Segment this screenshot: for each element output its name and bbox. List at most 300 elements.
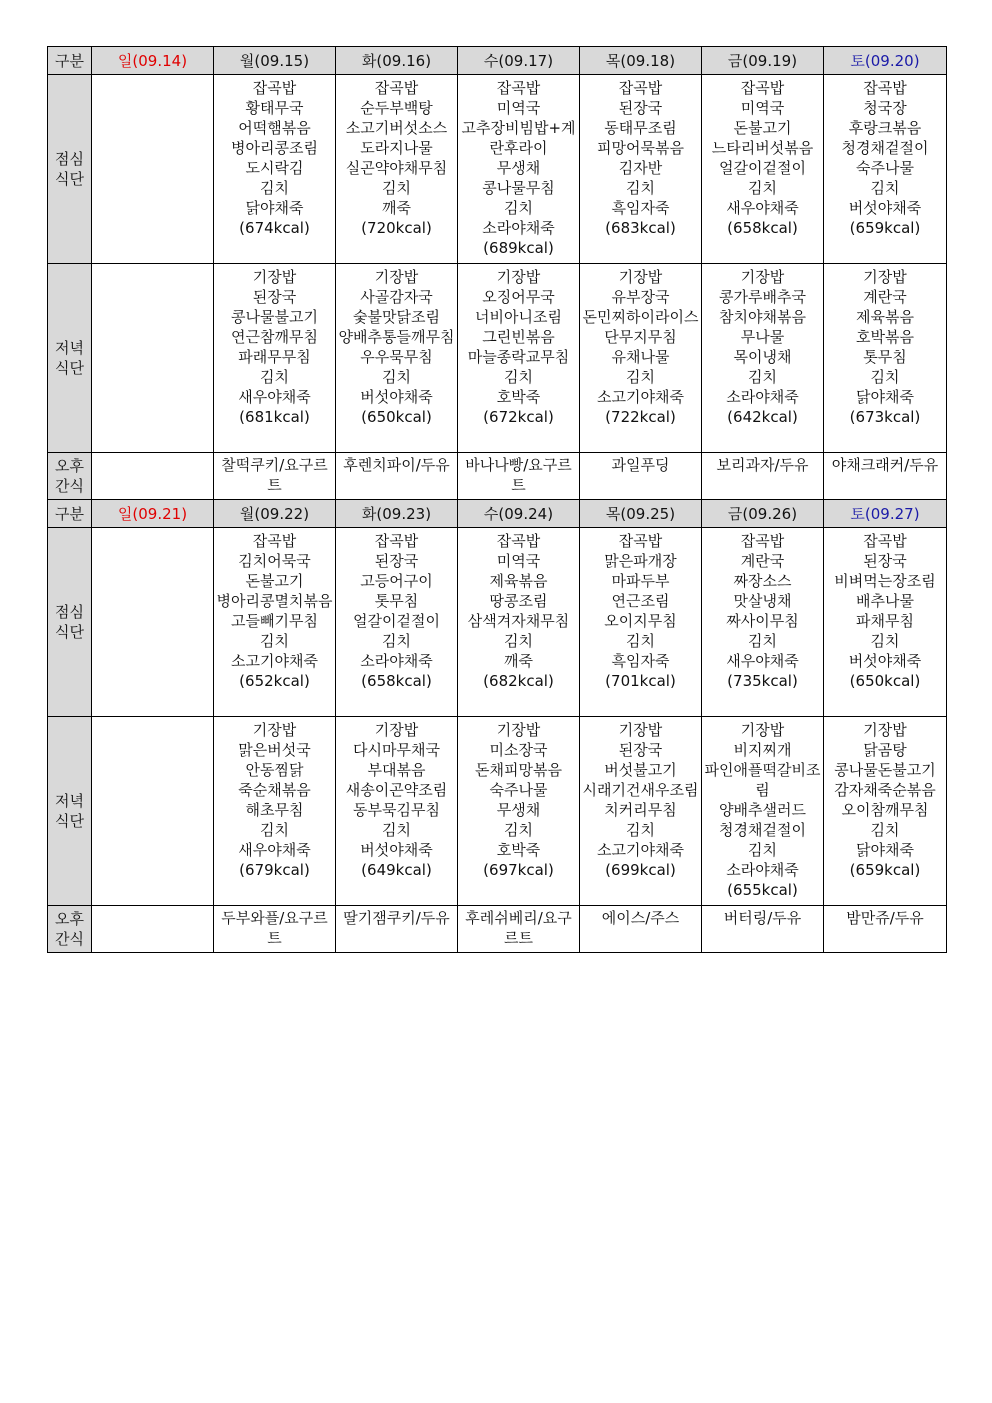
dinner-menu-cell bbox=[336, 264, 458, 453]
snack-cell bbox=[824, 906, 947, 953]
menu-item: 유채나물 bbox=[611, 348, 670, 366]
menu-item: 비지찌개 bbox=[733, 741, 792, 759]
snack-cell bbox=[336, 453, 458, 500]
menu-item: 버섯야채죽 bbox=[360, 841, 433, 859]
menu-item: 돈불고기 bbox=[733, 119, 792, 137]
menu-item: 버섯불고기 bbox=[604, 761, 677, 779]
menu-item: 잡곡밥 bbox=[252, 79, 297, 97]
lunch-menu-cell bbox=[336, 528, 458, 717]
menu-item: 피망어묵볶음 bbox=[597, 139, 684, 157]
menu-item: 기장밥 bbox=[863, 268, 907, 286]
menu-item: 무나물 bbox=[740, 328, 785, 346]
menu-item: 양배추샐러드 bbox=[719, 801, 806, 819]
menu-item: 파래무무침 bbox=[238, 348, 311, 366]
menu-item: 도라지나물 bbox=[360, 139, 433, 157]
menu-item: (701kcal) bbox=[605, 672, 676, 690]
menu-item: 기장밥 bbox=[618, 268, 663, 286]
dinner-label bbox=[48, 264, 92, 453]
menu-item: 짜장소스 bbox=[733, 572, 792, 590]
menu-item: 새우야채죽 bbox=[726, 652, 799, 670]
menu-item: 새우야채죽 bbox=[726, 199, 799, 217]
header-row bbox=[48, 47, 947, 75]
menu-item: 오이참깨무침 bbox=[841, 801, 929, 819]
menu-item: 안동찜닭 bbox=[245, 761, 304, 779]
day-header bbox=[214, 500, 336, 528]
menu-item: (681kcal) bbox=[239, 408, 310, 426]
menu-item: 연근참깨무침 bbox=[231, 328, 318, 346]
menu-item: 콩나물불고기 bbox=[231, 308, 318, 326]
menu-item: (650kcal) bbox=[361, 408, 432, 426]
menu-item: 청경채겉절이 bbox=[719, 821, 806, 839]
menu-item: 삼색겨자채무침 bbox=[467, 612, 570, 630]
dinner-menu-cell bbox=[702, 264, 824, 453]
menu-item: 돈민찌하이라이스 bbox=[582, 308, 699, 326]
snack-item: 딸기잼쿠키/두유 bbox=[343, 909, 450, 927]
menu-item: 제육볶음 bbox=[489, 572, 548, 590]
lunch-label bbox=[48, 75, 92, 264]
menu-item: 새우야채죽 bbox=[238, 841, 311, 859]
menu-item: 닭야채죽 bbox=[856, 841, 914, 859]
menu-item: 그린빈볶음 bbox=[482, 328, 555, 346]
snack-cell bbox=[824, 453, 947, 500]
menu-item: 깨죽 bbox=[504, 652, 533, 670]
menu-item: 땅콩조림 bbox=[489, 592, 548, 610]
menu-item: 호박죽 bbox=[496, 388, 541, 406]
lunch-label bbox=[48, 528, 92, 717]
dinner-menu-cell bbox=[214, 717, 336, 906]
snack-item: 보리과자/두유 bbox=[716, 456, 809, 474]
dinner-menu-cell bbox=[824, 264, 947, 453]
menu-item: 배추나물 bbox=[856, 592, 914, 610]
day-header-label: 목(09.25) bbox=[605, 504, 676, 523]
menu-item: 소라야채죽 bbox=[726, 388, 799, 406]
menu-item: 기장밥 bbox=[740, 268, 785, 286]
snack-cell bbox=[458, 453, 580, 500]
dinner-menu-cell bbox=[214, 264, 336, 453]
dinner-menu-cell bbox=[580, 717, 702, 906]
menu-item: 파채무침 bbox=[856, 612, 914, 630]
snack-item: 두부와플/요구르트 bbox=[221, 909, 328, 947]
menu-item: 김치 bbox=[260, 821, 289, 839]
menu-item: 도시락김 bbox=[245, 159, 304, 177]
category-header-label: 구분 bbox=[55, 504, 84, 523]
lunch-menu-cell bbox=[824, 75, 947, 264]
menu-item: 소고기야채죽 bbox=[231, 652, 318, 670]
menu-item: 된장국 bbox=[252, 288, 297, 306]
menu-item: 된장국 bbox=[618, 741, 663, 759]
menu-item: 마늘종락교무침 bbox=[467, 348, 570, 366]
lunch-row bbox=[48, 528, 947, 717]
menu-item: (650kcal) bbox=[849, 672, 921, 690]
menu-item: 기장밥 bbox=[863, 721, 907, 739]
menu-item: 호박볶음 bbox=[856, 328, 914, 346]
menu-item: 김치 bbox=[382, 179, 411, 197]
snack-item: 과일푸딩 bbox=[611, 456, 670, 474]
day-header-label: 수(09.24) bbox=[483, 504, 554, 523]
menu-item: 청경채겉절이 bbox=[841, 139, 929, 157]
menu-item: 돈채피망볶음 bbox=[475, 761, 562, 779]
menu-item: (658kcal) bbox=[727, 219, 798, 237]
menu-item: 맑은버섯국 bbox=[238, 741, 311, 759]
menu-item: 계란국 bbox=[740, 552, 785, 570]
menu-item: 숯불맛닭조림 bbox=[353, 308, 440, 326]
menu-item: 사골감자국 bbox=[360, 288, 433, 306]
day-header bbox=[458, 500, 580, 528]
lunch-menu-cell bbox=[824, 528, 947, 717]
menu-item: 돈불고기 bbox=[245, 572, 304, 590]
menu-item: 흑임자죽 bbox=[611, 199, 670, 217]
menu-item: (672kcal) bbox=[483, 408, 554, 426]
lunch-menu-cell bbox=[92, 528, 214, 717]
menu-item: 김치 bbox=[260, 632, 289, 650]
menu-item: 오징어무국 bbox=[482, 288, 555, 306]
menu-item: 연근조림 bbox=[611, 592, 670, 610]
lunch-label-text: 식단 bbox=[55, 170, 84, 188]
snack-cell bbox=[336, 906, 458, 953]
menu-item: (649kcal) bbox=[361, 861, 432, 879]
dinner-menu-cell bbox=[92, 717, 214, 906]
menu-item: 맛살냉채 bbox=[733, 592, 792, 610]
menu-item: 김자반 bbox=[618, 159, 663, 177]
menu-item: 김치 bbox=[748, 841, 777, 859]
menu-item: 소라야채죽 bbox=[482, 219, 555, 237]
day-header-label: 일(09.21) bbox=[117, 504, 188, 523]
dinner-menu-cell bbox=[824, 717, 947, 906]
menu-item: 잡곡밥 bbox=[374, 79, 419, 97]
dinner-row bbox=[48, 717, 947, 906]
menu-item: 제육볶음 bbox=[856, 308, 914, 326]
menu-item: (682kcal) bbox=[483, 672, 554, 690]
menu-item: 소고기버섯소스 bbox=[345, 119, 448, 137]
menu-item: 김치 bbox=[626, 368, 655, 386]
lunch-row bbox=[48, 75, 947, 264]
snack-label bbox=[48, 906, 92, 953]
snack-item: 야채크래커/두유 bbox=[831, 456, 939, 474]
menu-item: 잡곡밥 bbox=[374, 532, 419, 550]
menu-item: 마파두부 bbox=[611, 572, 670, 590]
menu-item: 버섯야채죽 bbox=[848, 199, 922, 217]
lunch-menu-cell bbox=[214, 528, 336, 717]
menu-item: (658kcal) bbox=[361, 672, 432, 690]
menu-item: 부대볶음 bbox=[367, 761, 426, 779]
dinner-menu-cell bbox=[336, 717, 458, 906]
menu-item: 참치야채볶음 bbox=[719, 308, 806, 326]
day-header-label: 월(09.15) bbox=[239, 51, 310, 70]
menu-item: 후랑크볶음 bbox=[848, 119, 922, 137]
meal-table-body bbox=[48, 47, 947, 953]
menu-item: 느타리버섯볶음 bbox=[711, 139, 814, 157]
snack-item: 후렌치파이/두유 bbox=[343, 456, 450, 474]
menu-item: 김치 bbox=[504, 821, 533, 839]
lunch-menu-cell bbox=[702, 75, 824, 264]
menu-item: 무생채 bbox=[496, 159, 541, 177]
day-header-label: 월(09.22) bbox=[239, 504, 310, 523]
lunch-menu-cell bbox=[458, 75, 580, 264]
menu-item: 잡곡밥 bbox=[863, 532, 907, 550]
lunch-label-text: 점심 bbox=[55, 603, 84, 621]
menu-item: 김치 bbox=[504, 368, 533, 386]
menu-item: 닭곰탕 bbox=[863, 741, 907, 759]
menu-item: 미역국 bbox=[496, 552, 541, 570]
menu-item: 김치 bbox=[626, 179, 655, 197]
snack-label-text: 오후 bbox=[55, 910, 84, 928]
day-header-label: 목(09.18) bbox=[605, 51, 676, 70]
menu-item: (679kcal) bbox=[239, 861, 310, 879]
menu-item: (699kcal) bbox=[605, 861, 676, 879]
category-header bbox=[48, 500, 92, 528]
menu-item: 숙주나물 bbox=[489, 781, 548, 799]
day-header-label: 토(09.20) bbox=[850, 51, 920, 70]
day-header bbox=[702, 47, 824, 75]
category-header-label: 구분 bbox=[55, 51, 84, 70]
menu-item: 소고기야채죽 bbox=[597, 388, 684, 406]
category-header bbox=[48, 47, 92, 75]
snack-cell bbox=[580, 906, 702, 953]
menu-item: 기장밥 bbox=[252, 268, 297, 286]
day-header-label: 금(09.26) bbox=[727, 504, 798, 523]
menu-item: 미역국 bbox=[740, 99, 785, 117]
menu-item: (735kcal) bbox=[727, 672, 798, 690]
dinner-row bbox=[48, 264, 947, 453]
menu-item: 잡곡밥 bbox=[618, 79, 663, 97]
day-header-label: 금(09.19) bbox=[727, 51, 798, 70]
dinner-label-text: 저녁 bbox=[55, 792, 84, 810]
snack-row bbox=[48, 453, 947, 500]
menu-item: 얼갈이겉절이 bbox=[719, 159, 806, 177]
menu-item: 버섯야채죽 bbox=[360, 388, 433, 406]
menu-item: (689kcal) bbox=[483, 239, 554, 257]
menu-item: 기장밥 bbox=[374, 721, 419, 739]
menu-item: 기장밥 bbox=[496, 721, 541, 739]
menu-item: (673kcal) bbox=[849, 408, 921, 426]
menu-item: 잡곡밥 bbox=[740, 532, 785, 550]
snack-item: 바나나빵/요구르트 bbox=[465, 456, 572, 494]
dinner-menu-cell bbox=[458, 717, 580, 906]
menu-item: 다시마무채국 bbox=[353, 741, 440, 759]
menu-item: 김치 bbox=[748, 179, 777, 197]
lunch-menu-cell bbox=[580, 528, 702, 717]
menu-item: 청국장 bbox=[863, 99, 907, 117]
menu-item: (652kcal) bbox=[239, 672, 310, 690]
snack-cell bbox=[92, 906, 214, 953]
menu-item: (655kcal) bbox=[727, 881, 798, 899]
day-header bbox=[580, 500, 702, 528]
menu-item: 미소장국 bbox=[489, 741, 548, 759]
menu-item: 고들빼기무침 bbox=[231, 612, 318, 630]
snack-item: 후레쉬베리/요구르트 bbox=[465, 909, 572, 947]
menu-item: 어떡햄볶음 bbox=[238, 119, 311, 137]
day-header-label: 수(09.17) bbox=[483, 51, 554, 70]
menu-item: 고추장비빔밥+계란후라이 bbox=[461, 119, 576, 157]
snack-cell bbox=[580, 453, 702, 500]
menu-item: 닭야채죽 bbox=[856, 388, 914, 406]
menu-item: 흑임자죽 bbox=[611, 652, 670, 670]
menu-item: 콩나물무침 bbox=[482, 179, 555, 197]
menu-item: 죽순채볶음 bbox=[238, 781, 311, 799]
snack-cell bbox=[702, 906, 824, 953]
day-header bbox=[580, 47, 702, 75]
menu-item: 짜사이무침 bbox=[726, 612, 799, 630]
menu-item: 된장국 bbox=[618, 99, 663, 117]
menu-item: 유부장국 bbox=[611, 288, 670, 306]
menu-item: 무생채 bbox=[496, 801, 541, 819]
day-header bbox=[702, 500, 824, 528]
snack-cell bbox=[214, 453, 336, 500]
lunch-menu-cell bbox=[214, 75, 336, 264]
menu-item: 병아리콩조림 bbox=[231, 139, 318, 157]
menu-item: 콩가루배추국 bbox=[719, 288, 806, 306]
menu-item: 새송이곤약조림 bbox=[345, 781, 448, 799]
menu-item: 황태무국 bbox=[245, 99, 304, 117]
header-row bbox=[48, 500, 947, 528]
dinner-label-text: 저녁 bbox=[55, 339, 84, 357]
menu-item: 단무지무침 bbox=[604, 328, 677, 346]
menu-item: 김치어묵국 bbox=[238, 552, 311, 570]
menu-item: 미역국 bbox=[496, 99, 541, 117]
menu-item: (659kcal) bbox=[849, 861, 921, 879]
menu-item: 계란국 bbox=[863, 288, 907, 306]
snack-label-text: 오후 bbox=[55, 457, 84, 475]
snack-item: 밤만쥬/두유 bbox=[846, 909, 924, 927]
menu-item: 얼갈이겉절이 bbox=[353, 612, 440, 630]
menu-item: (642kcal) bbox=[727, 408, 798, 426]
snack-cell bbox=[458, 906, 580, 953]
day-header-label: 토(09.27) bbox=[850, 504, 920, 523]
menu-item: (720kcal) bbox=[361, 219, 432, 237]
snack-cell bbox=[92, 453, 214, 500]
snack-cell bbox=[214, 906, 336, 953]
menu-item: 김치 bbox=[748, 632, 777, 650]
lunch-menu-cell bbox=[458, 528, 580, 717]
dinner-menu-cell bbox=[458, 264, 580, 453]
menu-item: 기장밥 bbox=[618, 721, 663, 739]
menu-item: 목이냉채 bbox=[733, 348, 792, 366]
day-header bbox=[214, 47, 336, 75]
menu-item: 비벼먹는장조림 bbox=[834, 572, 936, 590]
menu-item: 김치 bbox=[504, 199, 533, 217]
day-header bbox=[824, 47, 947, 75]
menu-item: 잡곡밥 bbox=[496, 79, 541, 97]
menu-item: 잡곡밥 bbox=[618, 532, 663, 550]
meal-menu bbox=[47, 46, 946, 953]
lunch-label-text: 점심 bbox=[55, 150, 84, 168]
menu-item: 김치 bbox=[504, 632, 533, 650]
menu-item: 기장밥 bbox=[740, 721, 785, 739]
menu-item: 톳무침 bbox=[374, 592, 419, 610]
menu-item: 김치 bbox=[626, 821, 655, 839]
menu-item: 호박죽 bbox=[496, 841, 541, 859]
dinner-menu-cell bbox=[92, 264, 214, 453]
menu-item: 동태무조림 bbox=[604, 119, 677, 137]
menu-item: 너비아니조림 bbox=[475, 308, 562, 326]
menu-item: 된장국 bbox=[374, 552, 419, 570]
menu-item: 새우야채죽 bbox=[238, 388, 311, 406]
menu-item: 김치 bbox=[870, 821, 900, 839]
menu-item: (722kcal) bbox=[605, 408, 676, 426]
dinner-menu-cell bbox=[702, 717, 824, 906]
menu-item: 소라야채죽 bbox=[360, 652, 433, 670]
menu-item: 소라야채죽 bbox=[726, 861, 799, 879]
day-header bbox=[336, 47, 458, 75]
menu-item: 해초무침 bbox=[245, 801, 304, 819]
menu-item: 치커리무침 bbox=[604, 801, 677, 819]
menu-item: 김치 bbox=[626, 632, 655, 650]
day-header bbox=[336, 500, 458, 528]
day-header-label: 화(09.23) bbox=[361, 504, 432, 523]
snack-label-text: 간식 bbox=[55, 477, 84, 495]
menu-item: 깨죽 bbox=[382, 199, 411, 217]
dinner-label-text: 식단 bbox=[55, 812, 84, 830]
menu-item: 감자채죽순볶음 bbox=[834, 781, 936, 799]
snack-cell bbox=[702, 453, 824, 500]
snack-item: 에이스/주스 bbox=[601, 909, 680, 927]
lunch-menu-cell bbox=[580, 75, 702, 264]
day-header bbox=[824, 500, 947, 528]
snack-row bbox=[48, 906, 947, 953]
day-header-label: 화(09.16) bbox=[361, 51, 432, 70]
menu-item: 잡곡밥 bbox=[863, 79, 907, 97]
lunch-menu-cell bbox=[92, 75, 214, 264]
menu-item: 김치 bbox=[382, 632, 411, 650]
dinner-label-text: 식단 bbox=[55, 359, 84, 377]
menu-item: 양배추통들깨무침 bbox=[338, 328, 455, 346]
menu-item: 김치 bbox=[260, 368, 289, 386]
lunch-menu-cell bbox=[702, 528, 824, 717]
dinner-label bbox=[48, 717, 92, 906]
menu-item: (674kcal) bbox=[239, 219, 310, 237]
menu-item: 김치 bbox=[382, 821, 411, 839]
menu-item: (683kcal) bbox=[605, 219, 676, 237]
snack-item: 버터링/두유 bbox=[723, 909, 802, 927]
menu-item: 닭야채죽 bbox=[245, 199, 304, 217]
menu-item: 김치 bbox=[748, 368, 777, 386]
menu-item: 순두부백탕 bbox=[360, 99, 433, 117]
menu-item: 버섯야채죽 bbox=[848, 652, 922, 670]
snack-label-text: 간식 bbox=[55, 930, 84, 948]
menu-item: 콩나물돈불고기 bbox=[834, 761, 936, 779]
menu-item: 김치 bbox=[870, 368, 900, 386]
menu-item: 시래기건새우조림 bbox=[582, 781, 699, 799]
menu-item: 소고기야채죽 bbox=[597, 841, 684, 859]
menu-item: 김치 bbox=[382, 368, 411, 386]
menu-item: 맑은파개장 bbox=[604, 552, 677, 570]
menu-item: 병아리콩멸치볶음 bbox=[216, 592, 333, 610]
menu-item: 잡곡밥 bbox=[496, 532, 541, 550]
menu-item: 기장밥 bbox=[496, 268, 541, 286]
menu-item: 숙주나물 bbox=[856, 159, 914, 177]
menu-item: 실곤약야채무침 bbox=[345, 159, 448, 177]
menu-item: 동부묵김무침 bbox=[353, 801, 440, 819]
menu-item: 기장밥 bbox=[374, 268, 419, 286]
day-header bbox=[92, 47, 214, 75]
day-header bbox=[92, 500, 214, 528]
snack-item: 찰떡쿠키/요구르트 bbox=[221, 456, 328, 494]
meal-table bbox=[47, 46, 947, 953]
menu-item: 김치 bbox=[870, 179, 900, 197]
menu-item: 김치 bbox=[870, 632, 900, 650]
menu-item: 고등어구이 bbox=[360, 572, 433, 590]
lunch-label-text: 식단 bbox=[55, 623, 84, 641]
menu-item: 우우묵무침 bbox=[360, 348, 433, 366]
menu-item: 된장국 bbox=[863, 552, 907, 570]
day-header-label: 일(09.14) bbox=[117, 51, 188, 70]
menu-item: 파인애플떡갈비조림 bbox=[704, 761, 821, 799]
menu-item: 잡곡밥 bbox=[740, 79, 785, 97]
menu-item: 김치 bbox=[260, 179, 289, 197]
lunch-menu-cell bbox=[336, 75, 458, 264]
snack-label bbox=[48, 453, 92, 500]
menu-item: 톳무침 bbox=[863, 348, 907, 366]
